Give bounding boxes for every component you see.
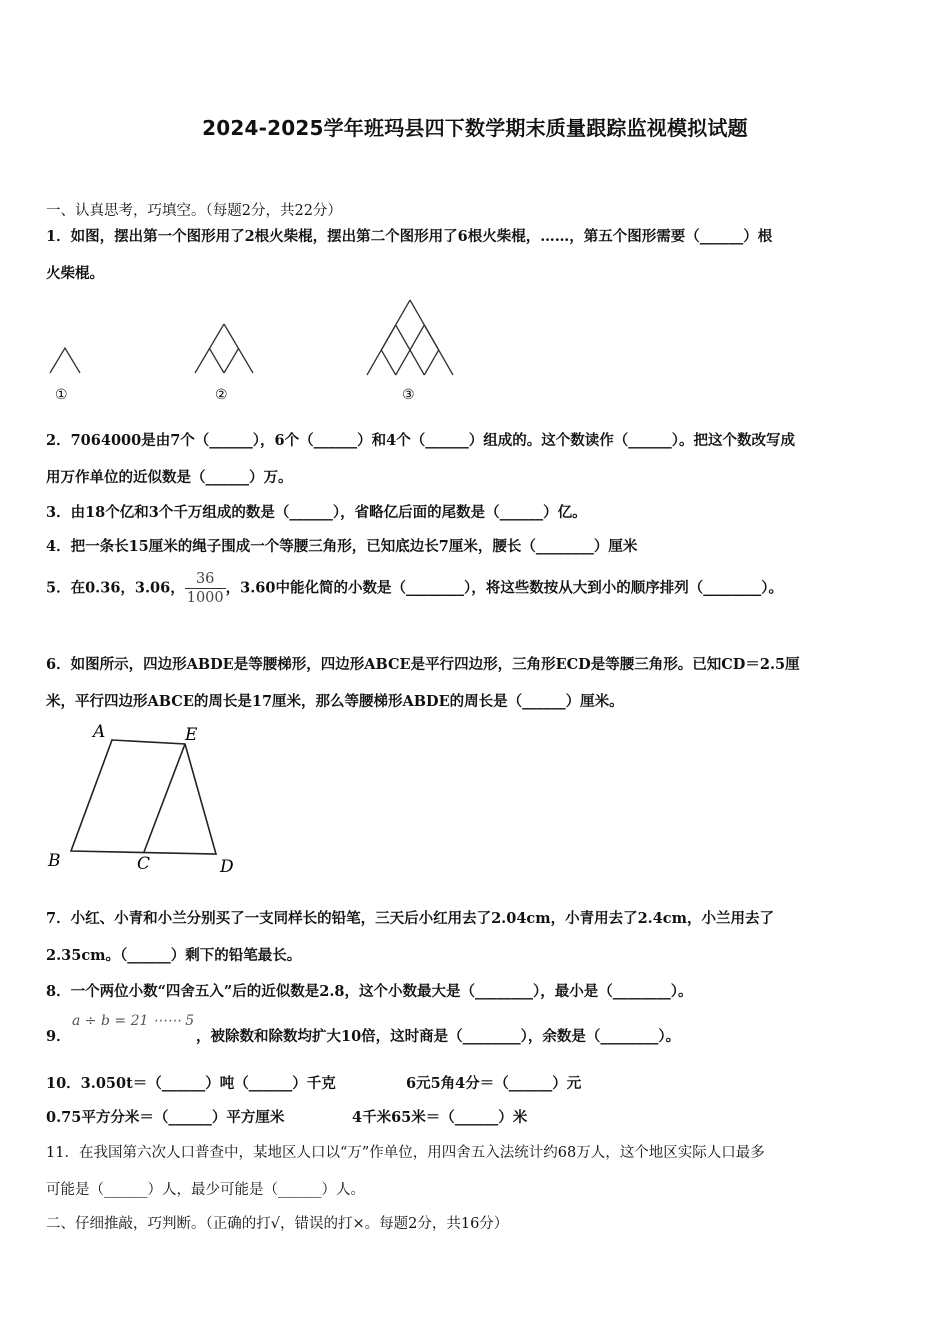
q7-line2: 2.35cm。（______）剩下的铅笔最长。 [46, 947, 302, 964]
point-label-b: B [48, 851, 61, 871]
point-label-d: D [220, 857, 234, 877]
q10-part-d: 4千米65米＝（______）米 [352, 1109, 528, 1126]
q5-fraction-denominator: 1000 [186, 590, 224, 606]
point-label-c: C [137, 854, 151, 874]
q5-fraction-numerator: 36 [185, 570, 226, 589]
q8: 8．一个两位小数“四舍五入”后的近似数是2.8，这个小数最大是（________），最小是（________）。 [46, 983, 693, 1000]
q5 [46, 570, 783, 607]
figure-3-shape [367, 300, 453, 375]
q5-fraction [185, 570, 226, 607]
q6-line2: 米，平行四边形ABCE的周长是17厘米，那么等腰梯形ABDE的周长是（______）厘米。 [46, 693, 624, 710]
q1-line1: 1．如图，摆出第一个图形用了2根火柴棍，摆出第二个图形用了6根火柴棍，……，第五个图形需要（______）根 [46, 228, 773, 245]
figure-2-label: ② [215, 387, 228, 403]
q2-line1: 2．7064000是由7个（______），6个（______）和4个（______）组成的。这个数读作（______）。把这个数改写成 [46, 432, 795, 449]
q10-part-a: 10．3.050t＝（______）吨（______）千克 [46, 1075, 336, 1092]
q6-line1: 6．如图所示，四边形ABDE是等腰梯形，四边形ABCE是平行四边形，三角形ECD是等腰三角形。已知CD＝2.5厘 [46, 656, 800, 673]
q3: 3．由18个亿和3个千万组成的数是（______），省略亿后面的尾数是（______）亿。 [46, 504, 587, 521]
figure-2-shape [195, 324, 253, 373]
q11-line1: 11．在我国第六次人口普查中，某地区人口以“万”作单位，用四舍五入法统计约68万人，这个地区实际人口最多 [46, 1145, 765, 1161]
q4: 4．把一条长15厘米的绳子围成一个等腰三角形，已知底边长7厘米，腰长（________）厘米 [46, 538, 638, 555]
figure-1-shape [50, 348, 80, 373]
point-label-e: E [185, 725, 198, 745]
q2-line2: 用万作单位的近似数是（______）万。 [46, 469, 293, 486]
q9-prefix: 9． [46, 1028, 71, 1045]
trapezoid-figure [40, 718, 245, 878]
q10-part-b: 6元5角4分＝（______）元 [406, 1075, 582, 1092]
page-title: 2024-2025学年班玛县四下数学期末质量跟踪监视模拟试题 [202, 116, 748, 140]
figure-3-label: ③ [402, 387, 415, 403]
q10-part-c: 0.75平方分米＝（______）平方厘米 [46, 1109, 285, 1126]
q7-line1: 7．小红、小青和小兰分别买了一支同样长的铅笔，三天后小红用去了2.04cm，小青用去了2.4cm，小兰用去了 [46, 910, 774, 927]
q11-line2: 可能是（______）人，最少可能是（______）人。 [46, 1182, 365, 1198]
q1-line2: 火柴棍。 [46, 265, 104, 282]
figure-1-label: ① [55, 387, 68, 403]
section-1-heading: 一、认真思考，巧填空。（每题2分，共22分） [46, 203, 342, 219]
section-2-heading: 二、仔细推敲，巧判断。（正确的打√，错误的打×。每题2分，共16分） [46, 1216, 509, 1232]
segment-ec [144, 744, 185, 852]
q9-suffix: ，被除数和除数均扩大10倍，这时商是（________），余数是（________）。 [196, 1028, 681, 1045]
q9-formula: a ÷ b = 21 ⋯⋯ 5 [72, 1013, 195, 1029]
q5-suffix: ，3.60中能化简的小数是（________），将这些数按从大到小的顺序排列（________）。 [225, 579, 783, 597]
q5-prefix: 5．在0.36，3.06， [46, 579, 185, 597]
point-label-a: A [93, 722, 106, 742]
matchstick-figures [40, 295, 470, 380]
trapezoid-abde [71, 740, 216, 854]
